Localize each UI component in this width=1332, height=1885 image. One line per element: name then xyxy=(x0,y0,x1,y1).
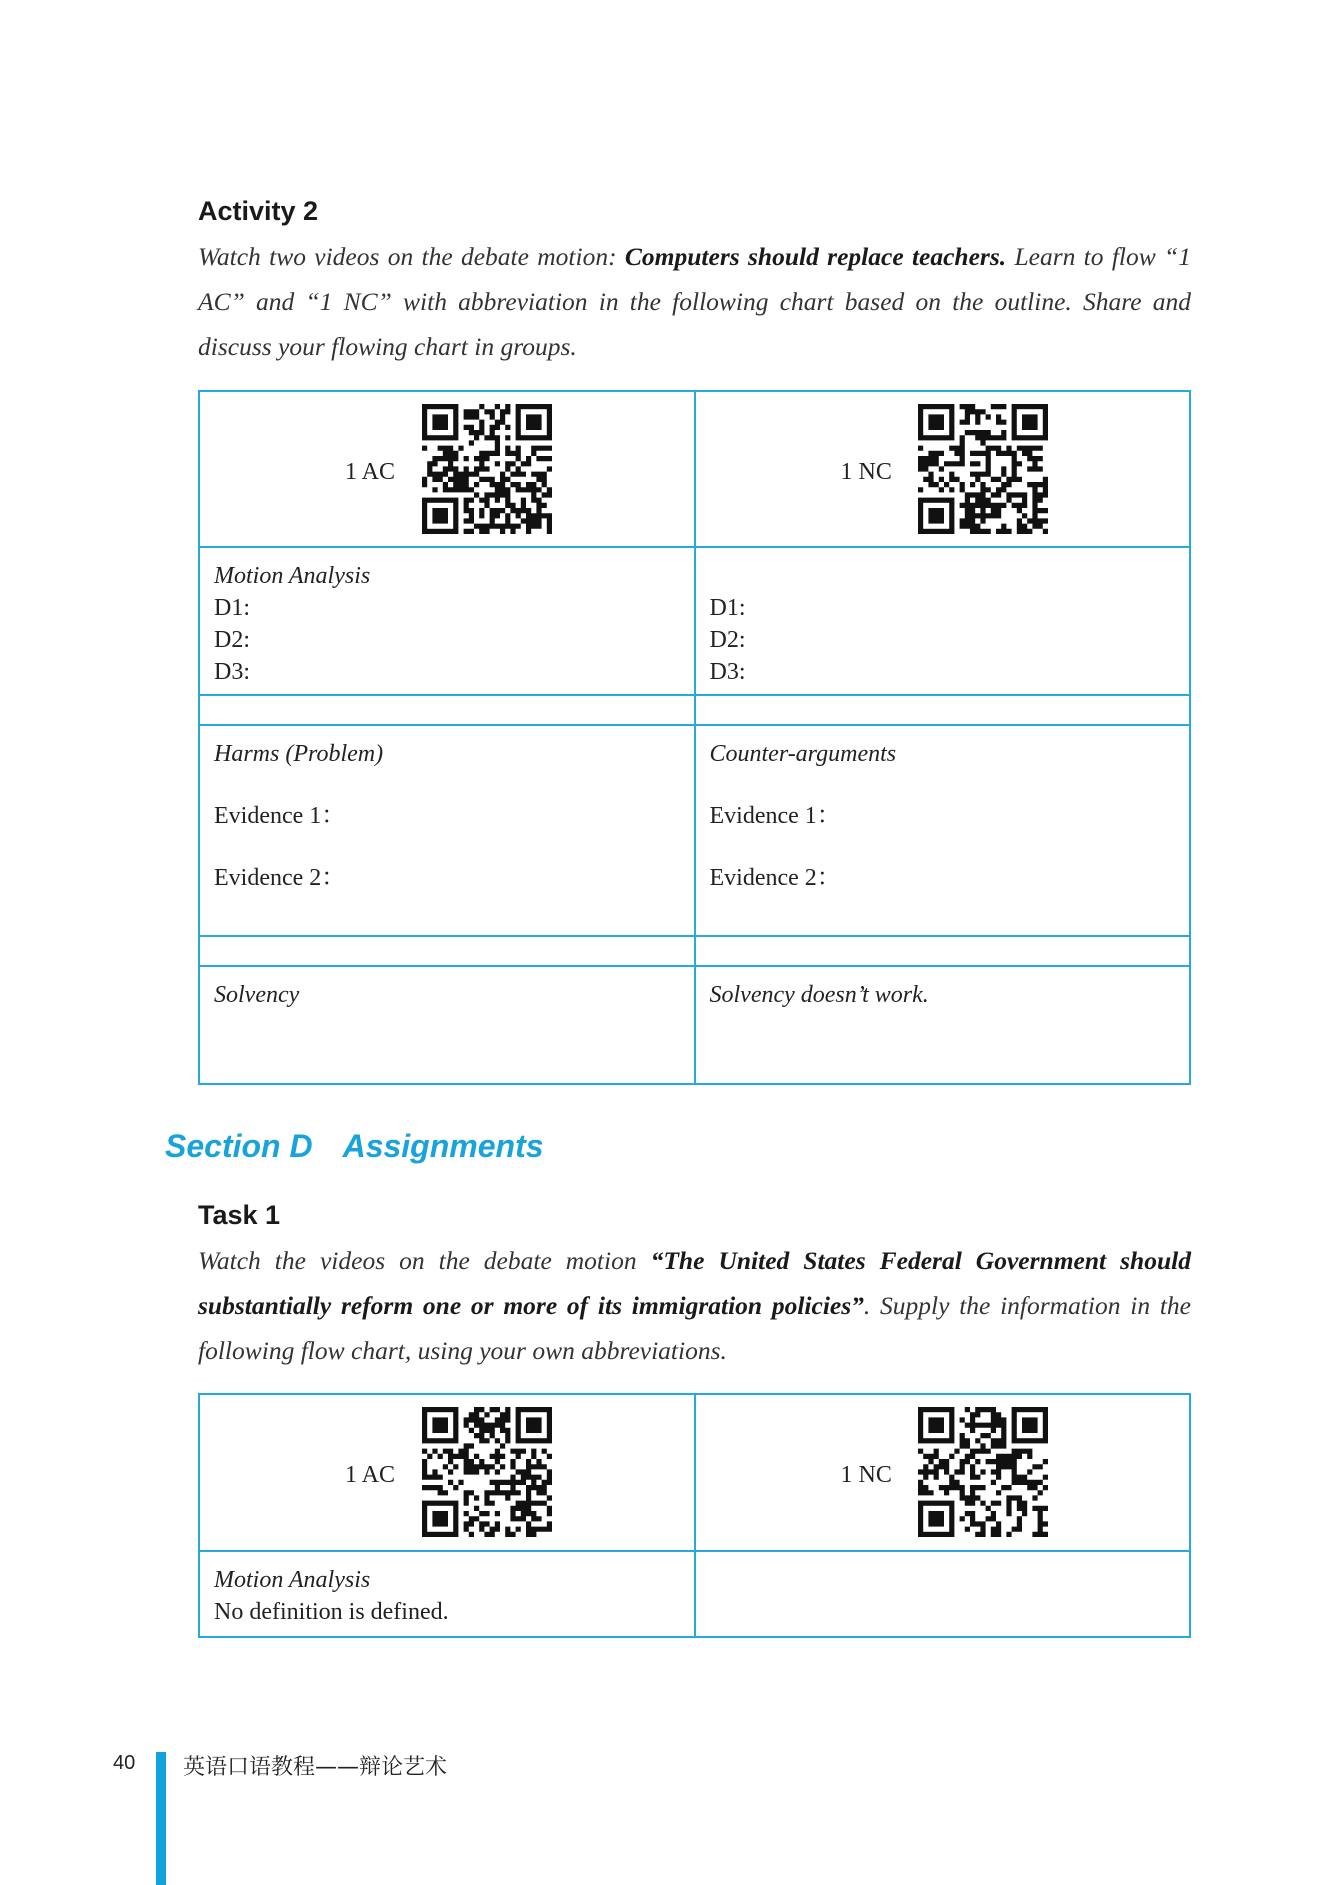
nc-label: 1 NC xyxy=(840,459,892,485)
qr-code-icon[interactable] xyxy=(422,1407,552,1537)
activity-motion: Computers should replace teachers. xyxy=(624,242,1007,271)
nc-header-cell xyxy=(695,391,1191,547)
flow-chart-table-2 xyxy=(198,1393,1191,1638)
d1-label: D1: xyxy=(709,595,746,621)
harms-cell xyxy=(199,725,695,936)
activity-text-2: Learn to flow “1 AC” and “1 NC” with abbreviation in the following chart based on the outline. Share and discuss your flowing chart in groups. xyxy=(198,242,1191,361)
nc-label: 1 NC xyxy=(840,1462,892,1488)
d3-label: D3: xyxy=(214,659,250,685)
qr-code-icon[interactable] xyxy=(918,1407,1048,1537)
qr-code-icon[interactable] xyxy=(918,404,1048,534)
section-title: Assignments xyxy=(342,1128,544,1164)
task-text-1: Watch the videos on the debate motion xyxy=(198,1246,651,1275)
d1-label: D1: xyxy=(214,595,250,621)
activity-title: Activity 2 xyxy=(198,196,319,226)
ac-motion-analysis-cell xyxy=(199,547,695,695)
spacer-cell xyxy=(199,936,695,966)
task-instructions xyxy=(198,1238,1191,1373)
d3-label: D3: xyxy=(709,659,746,685)
evidence-1-label: Evidence 1： xyxy=(709,803,841,829)
nc-header-cell xyxy=(695,1394,1191,1551)
section-heading xyxy=(165,1128,574,1165)
evidence-1-label: Evidence 1： xyxy=(214,803,346,829)
ac-label: 1 AC xyxy=(345,459,396,485)
ac-label: 1 AC xyxy=(345,1462,396,1488)
evidence-2-label: Evidence 2： xyxy=(709,865,841,891)
activity-text-1: Watch two videos on the debate motion: xyxy=(198,242,625,271)
nc-empty-cell xyxy=(695,1551,1191,1637)
spacer-cell xyxy=(199,695,695,725)
book-title: 英语口语教程——辩论艺术 xyxy=(183,1755,448,1780)
ac-header-cell xyxy=(199,391,695,547)
footer-accent-bar xyxy=(156,1752,166,1885)
solvency-neg-cell xyxy=(695,966,1191,1084)
solvency-label: Solvency xyxy=(214,982,300,1008)
activity-instructions xyxy=(198,234,1191,369)
task-title: Task 1 xyxy=(198,1200,281,1230)
section-label: Section D xyxy=(165,1128,313,1164)
solvency-cell xyxy=(199,966,695,1084)
motion-analysis-label: Motion Analysis xyxy=(214,1567,371,1593)
ac-motion-analysis-cell xyxy=(199,1551,695,1637)
page-number: 40 xyxy=(113,1752,136,1774)
motion-analysis-label: Motion Analysis xyxy=(214,563,371,589)
solvency-neg-label: Solvency doesn’t work. xyxy=(709,982,929,1008)
counter-arguments-label: Counter-arguments xyxy=(709,741,897,767)
task-text-2: . Supply the information in the following flow chart, using your own abbreviations. xyxy=(198,1291,1191,1365)
evidence-2-label: Evidence 2： xyxy=(214,865,346,891)
harms-label: Harms (Problem) xyxy=(214,741,384,767)
spacer-cell xyxy=(695,936,1191,966)
no-definition-text: No definition is defined. xyxy=(214,1599,449,1625)
qr-code-icon[interactable] xyxy=(422,404,552,534)
ac-header-cell xyxy=(199,1394,695,1551)
d2-label: D2: xyxy=(709,627,746,653)
counter-arguments-cell xyxy=(695,725,1191,936)
task-motion: “The United States Federal Government should substantially reform one or more of its immigration policies” xyxy=(198,1246,1191,1320)
flow-chart-table-1 xyxy=(198,390,1191,1085)
d2-label: D2: xyxy=(214,627,250,653)
spacer-cell xyxy=(695,695,1191,725)
nc-definitions-cell xyxy=(695,547,1191,695)
